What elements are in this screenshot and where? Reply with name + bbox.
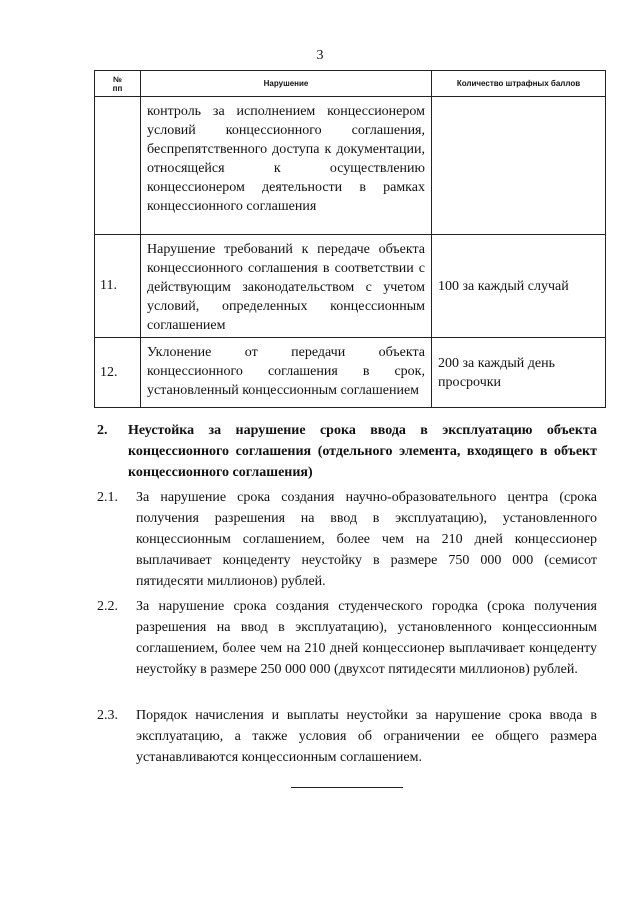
paragraph-number: 2.1.	[97, 490, 118, 505]
paragraph	[97, 705, 597, 768]
paragraph-number: 2.2.	[97, 599, 118, 614]
penalty-table	[94, 70, 606, 408]
section-title: Неустойка за нарушение срока ввода в эксплуатацию объекта концессионного соглашения (отдельного элемента, входящего в объект концессионного соглашения)	[128, 423, 597, 480]
table-row	[95, 235, 606, 338]
row-number: 11.	[95, 235, 141, 338]
header-penalty: Количество штрафных баллов	[432, 71, 606, 97]
section-number: 2.	[97, 423, 108, 438]
paragraph-text: За нарушение срока создания научно-образовательного центра (срока получения разрешения на ввод в эксплуатацию), установленного концессионным соглашением, более чем на 210 дней концессионер выплачивает концеденту неустойку в размере 750 000 000 (семисот пятидесяти миллионов) рублей.	[136, 490, 597, 589]
row-number: 12.	[95, 338, 141, 408]
paragraph	[97, 596, 597, 680]
row-penalty: 200 за каждый день просрочки	[432, 338, 606, 408]
row-penalty	[432, 97, 606, 235]
table-header-row	[95, 71, 606, 97]
row-violation: контроль за исполнением концессионером условий концессионного соглашения, беспрепятственного доступа к документации, относящейся к осуществлению концессионером деятельности в рамках концессионного соглашения	[141, 97, 432, 235]
table-row	[95, 338, 606, 408]
header-violation: Нарушение	[141, 71, 432, 97]
table-row	[95, 97, 606, 235]
row-violation: Уклонение от передачи объекта концессионного соглашения в срок, установленный концессионным соглашением	[141, 338, 432, 408]
paragraph	[97, 487, 597, 592]
row-penalty: 100 за каждый случай	[432, 235, 606, 338]
paragraph-number: 2.3.	[97, 708, 118, 723]
row-violation: Нарушение требований к передаче объекта концессионного соглашения в соответствии с действующим законодательством с учетом условий, определенных концессионным соглашением	[141, 235, 432, 338]
header-num: № пп	[95, 71, 141, 97]
page-number: 3	[316, 48, 324, 63]
paragraph-text: Порядок начисления и выплаты неустойки за нарушение срока ввода в эксплуатацию, а также условия об ограничении ее общего размера устанавливаются концессионным соглашением.	[136, 708, 597, 765]
section-heading	[97, 420, 597, 483]
end-divider	[291, 787, 403, 788]
paragraph-text: За нарушение срока создания студенческого городка (срока получения разрешения на ввод в эксплуатацию), установленного концессионным соглашением, более чем на 210 дней концессионер выплачивает концеденту неустойку в размере 250 000 000 (двухсот пятидесяти миллионов) рублей.	[136, 599, 597, 677]
row-number	[95, 97, 141, 235]
